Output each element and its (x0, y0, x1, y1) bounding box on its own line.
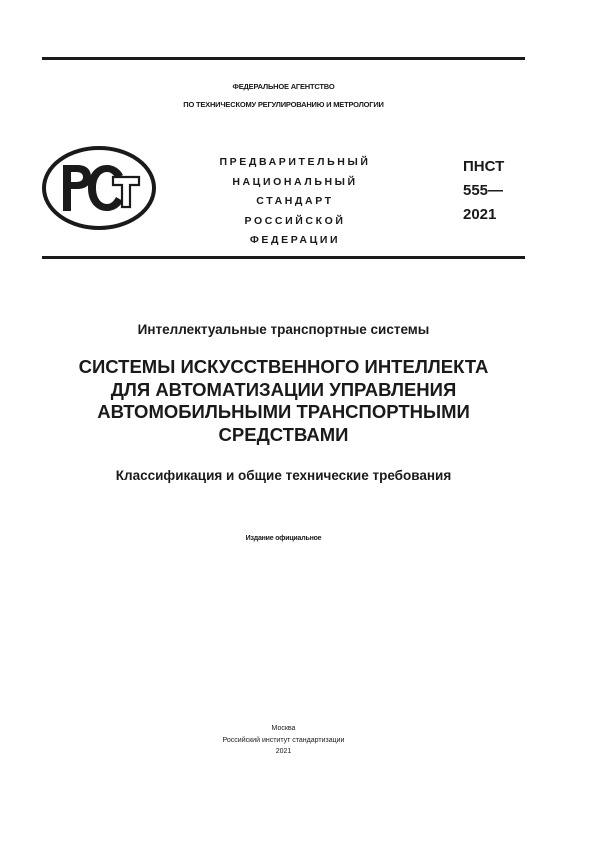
standard-type-title (200, 153, 390, 251)
standard-number-line: 2021 (463, 206, 497, 223)
main-title-line: СРЕДСТВАМИ (218, 423, 349, 445)
main-title-line: ДЛЯ АВТОМАТИЗАЦИИ УПРАВЛЕНИЯ (110, 378, 457, 400)
main-title-line: СИСТЕМЫ ИСКУССТВЕННОГО ИНТЕЛЛЕКТА (78, 356, 489, 377)
document-subtitle: Классификация и общие технические требования (115, 468, 452, 483)
agency-name-line2: ПО ТЕХНИЧЕСКОМУ РЕГУЛИРОВАНИЮ И МЕТРОЛОГИИ (183, 100, 384, 109)
gost-r-emblem-icon (41, 145, 157, 231)
standard-number-line: ПНСТ (463, 158, 505, 175)
main-title-line: АВТОМОБИЛЬНЫМИ ТРАНСПОРТНЫМИ (97, 401, 470, 422)
agency-name-line1: ФЕДЕРАЛЬНОЕ АГЕНТСТВО (232, 82, 335, 91)
edition-note: Издание официальное (245, 535, 322, 542)
standard-number (463, 155, 504, 227)
bottom-rule (42, 256, 525, 259)
standard-number-line: 555— (463, 182, 504, 199)
imprint-year: 2021 (275, 748, 292, 755)
document-main-title (42, 356, 525, 446)
standard-type-line: СТАНДАРТ (256, 195, 334, 207)
standard-type-line: ПРЕДВАРИТЕЛЬНЫЙ (219, 156, 371, 168)
standard-type-line: РОССИЙСКОЙ (244, 214, 346, 227)
imprint-city: Москва (271, 725, 296, 732)
standard-type-line: ФЕДЕРАЦИИ (249, 234, 341, 246)
imprint (42, 723, 525, 758)
standard-type-line: НАЦИОНАЛЬНЫЙ (232, 175, 358, 188)
top-rule (42, 57, 525, 60)
imprint-publisher: Российский институт стандартизации (222, 736, 345, 744)
series-title: Интеллектуальные транспортные системы (137, 322, 430, 337)
